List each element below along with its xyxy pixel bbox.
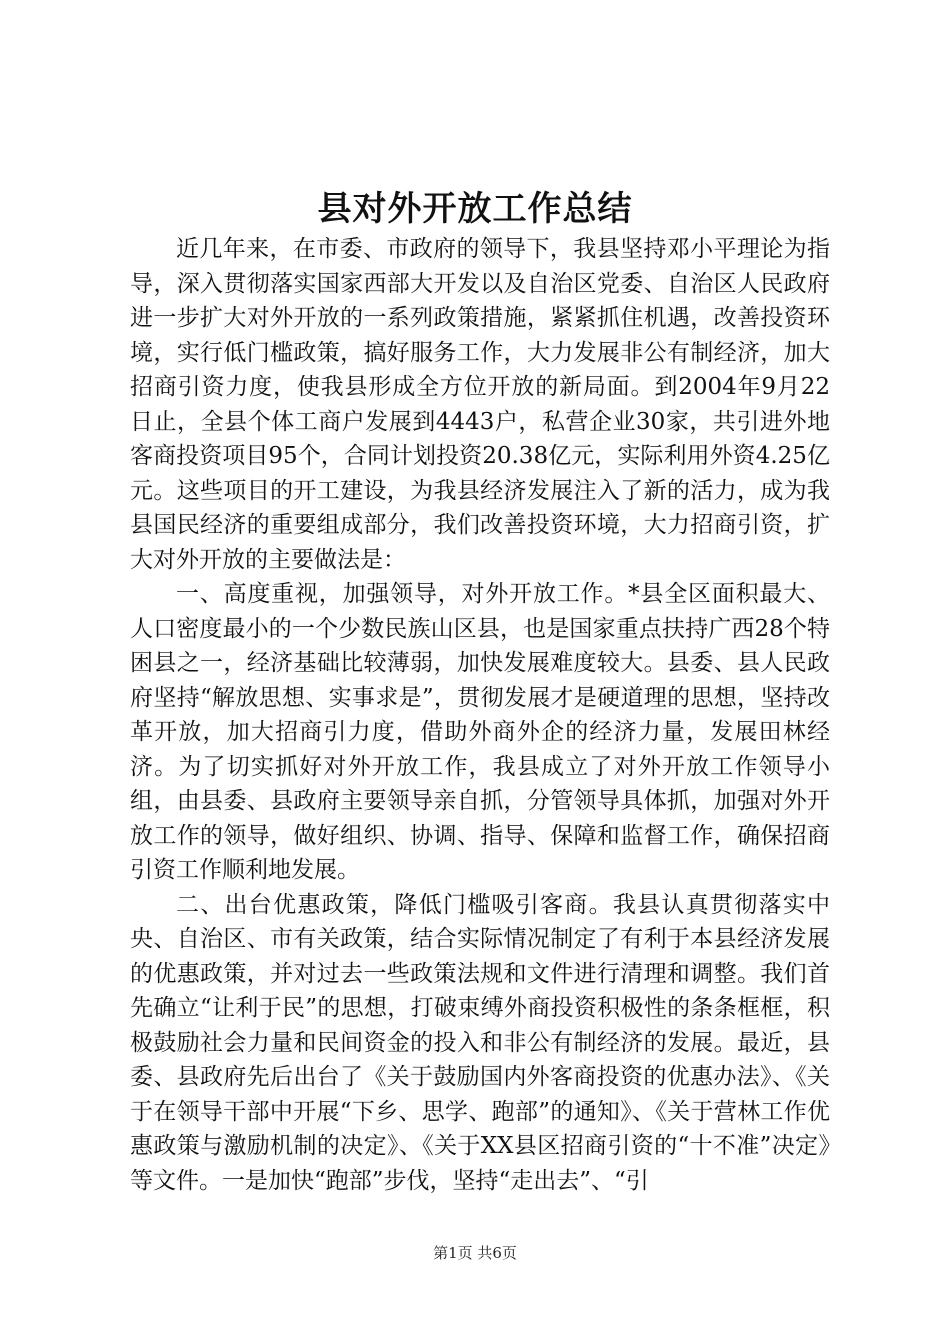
section-two-paragraph: 二、出台优惠政策，降低门槛吸引客商。我县认真贯彻落实中央、自治区、市有关政策，结合实际情况制定了有利于本县经济发展的优惠政策，并对过去一些政策法规和文件进行清理和调整。我们首先确立“让利于民”的思想，打破束缚外商投资积极性的条条框框，积极鼓励社会力量和民间资金的投入和非公有制经济的发展。最近，县委、县政府先后出台了《关于鼓励国内外客商投资的优惠办法》、《关于在领导干部中开展“下乡、思学、跑部”的通知》、《关于营林工作优惠政策与激励机制的决定》、《关于XX县区招商引资的“十不准”决定》等文件。一是加快“跑部”步伐，坚持“走出去”、“引 — [130, 891, 830, 1194]
page-number-footer: 第1页 共6页 — [433, 1244, 517, 1262]
document-body — [130, 232, 830, 1198]
section-one-paragraph: 一、高度重视，加强领导，对外开放工作。*县全区面积最大、人口密度最小的一个少数民族山区县，也是国家重点扶持广西28个特困县之一，经济基础比较薄弱，加快发展难度较大。县委、县人民政府坚持“解放思想、实事求是”，贯彻发展才是硬道理的思想，坚持改革开放，加大招商引力度，借助外商外企的经济力量，发展田林经济。为了切实抓好对外开放工作，我县成立了对外开放工作领导小组，由县委、县政府主要领导亲自抓，分管领导具体抓，加强对外开放工作的领导，做好组织、协调、指导、保障和监督工作，确保招商引资工作顺利地发展。 — [130, 581, 830, 883]
intro-paragraph: 近几年来，在市委、市政府的领导下，我县坚持邓小平理论为指导，深入贯彻落实国家西部大开发以及自治区党委、自治区人民政府进一步扩大对外开放的一系列政策措施，紧紧抓住机遇，改善投资环境，实行低门槛政策，搞好服务工作，大力发展非公有制经济，加大招商引资力度，使我县形成全方位开放的新局面。到2004年9月22日止，全县个体工商户发展到4443户，私营企业30家，共引进外地客商投资项目95个，合同计划投资20.38亿元，实际利用外资4.25亿元。这些项目的开工建设，为我县经济发展注入了新的活力，成为我县国民经济的重要组成部分，我们改善投资环境，大力招商引资，扩大对外开放的主要做法是： — [130, 236, 830, 573]
document-title: 县对外开放工作总结 — [317, 189, 633, 229]
